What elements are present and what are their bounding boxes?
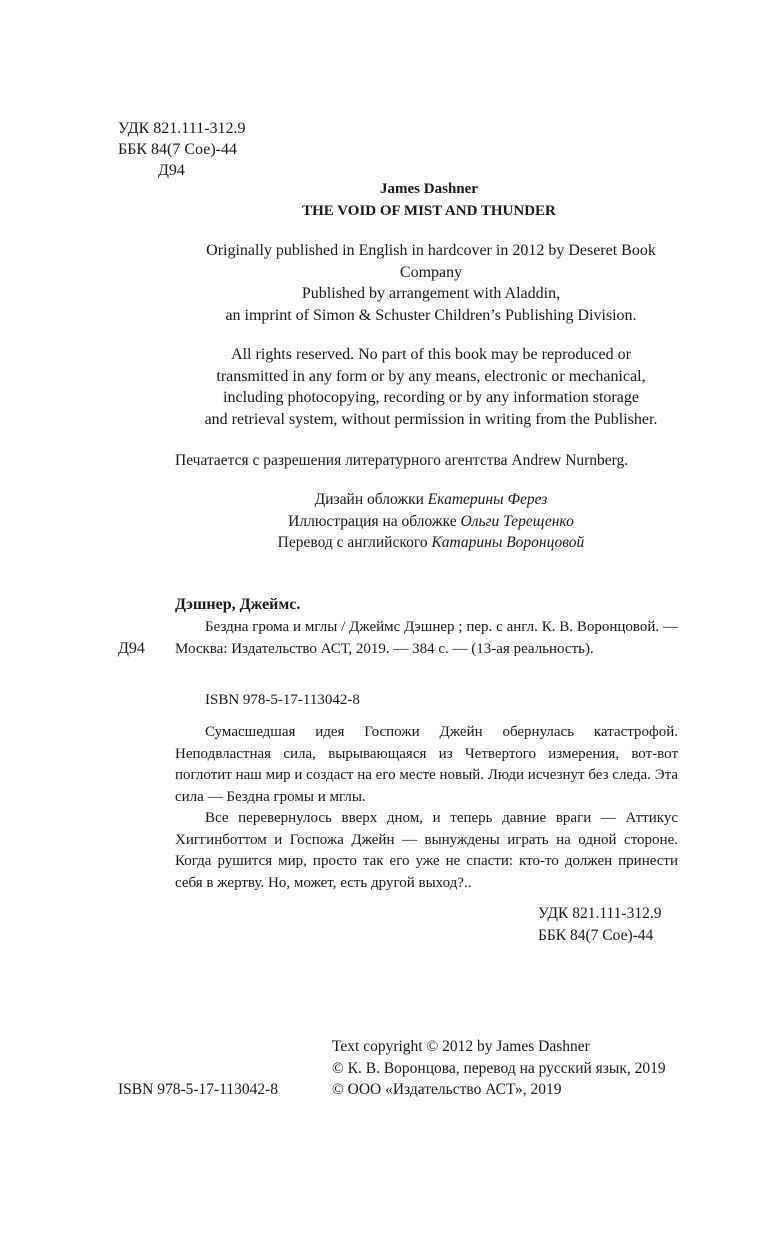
translation-name: Катарины Воронцовой: [431, 534, 585, 551]
publication-line: Published by arrangement with Aladdin,: [301, 285, 561, 302]
translation-label: Перевод с английского: [277, 534, 428, 551]
copyright-line: © ООО «Издательство АСТ», 2019: [332, 1081, 562, 1098]
illustration-name: Ольги Терещенко: [460, 512, 574, 530]
bbk-code: ББК 84(7 Сое)-44: [118, 141, 237, 158]
bibliographic-author: Дэшнер, Джеймс.: [175, 596, 301, 613]
footer-udk-code: УДК 821.111-312.9: [538, 905, 662, 922]
author-mark: Д94: [158, 162, 185, 179]
rights-notice: [166, 344, 696, 430]
rights-line: transmitted in any form or by any means, electronic or mechanical,: [216, 367, 646, 385]
footer-classification: [538, 903, 661, 947]
bibliographic-code: Д94: [118, 640, 145, 657]
original-author: James Dashner: [380, 181, 478, 197]
classification-header: [118, 118, 245, 181]
copyright-line: © К. В. Воронцова, перевод на русский язык, 2019: [332, 1059, 666, 1077]
illustration-label: Иллюстрация на обложке: [288, 512, 457, 530]
permission-notice: Печатается с разрешения литературного агентства Andrew Nurnberg.: [175, 452, 629, 469]
rights-line: All rights reserved. No part of this book may be reproduced or: [231, 346, 631, 363]
bibliographic-description: [175, 617, 678, 660]
annotation: [175, 722, 678, 894]
credits: [166, 489, 696, 554]
rights-line: and retrieval system, without permission in writing from the Publisher.: [204, 410, 658, 428]
udk-code: УДК 821.111-312.9: [118, 120, 246, 137]
bibliographic-isbn: ISBN 978-5-17-113042-8: [205, 692, 360, 708]
copyright-block: [332, 1036, 666, 1101]
footer-bbk-code: ББК 84(7 Сое)-44: [538, 927, 654, 944]
isbn-bottom: ISBN 978-5-17-113042-8: [118, 1081, 279, 1098]
copyright-line: Text copyright © 2012 by James Dashner: [332, 1038, 590, 1055]
illustration-credit: [166, 511, 696, 533]
annotation-paragraph: Все перевернулось вверх дном, и теперь давние враги — Аттикус Хиггинботтом и Госпожа Джейн — вынуждены играть на одной стороне. Когда рушится мир, просто так его уже не спасти: кто-то должен принести себя в жертву. Но, может, есть другой выход?..: [175, 810, 678, 891]
translation-credit: [166, 532, 696, 554]
bibliographic-description-text: Бездна грома и мглы / Джеймс Дэшнер ; пер. с англ. К. В. Воронцовой. — Москва: Издательство АСТ, 2019. — 384 с. — (13-ая реальность).: [175, 619, 678, 657]
publication-info: [166, 240, 696, 326]
cover-design-name: Екатерины Ферез: [427, 491, 548, 508]
annotation-paragraph: Сумасшедшая идея Госпожи Джейн обернулась катастрофой. Неподвластная сила, вырывающаяся из Четвертого измерения, вот-вот поглотит наш мир и создаст на его месте новый. Люди исчезнут без следа. Эта сила — Бездна громы и мглы.: [175, 724, 678, 805]
cover-design-label: Дизайн обложки: [314, 491, 424, 508]
original-title: THE VOID OF MIST AND THUNDER: [302, 203, 556, 219]
cover-design-credit: [166, 489, 696, 511]
publication-line: an imprint of Simon & Schuster Children’s Publishing Division.: [225, 306, 637, 324]
publication-line: Originally published in English in hardcover in 2012 by Deseret Book: [206, 242, 656, 259]
rights-line: including photocopying, recording or by any information storage: [223, 389, 639, 406]
publication-line: Company: [399, 263, 463, 281]
